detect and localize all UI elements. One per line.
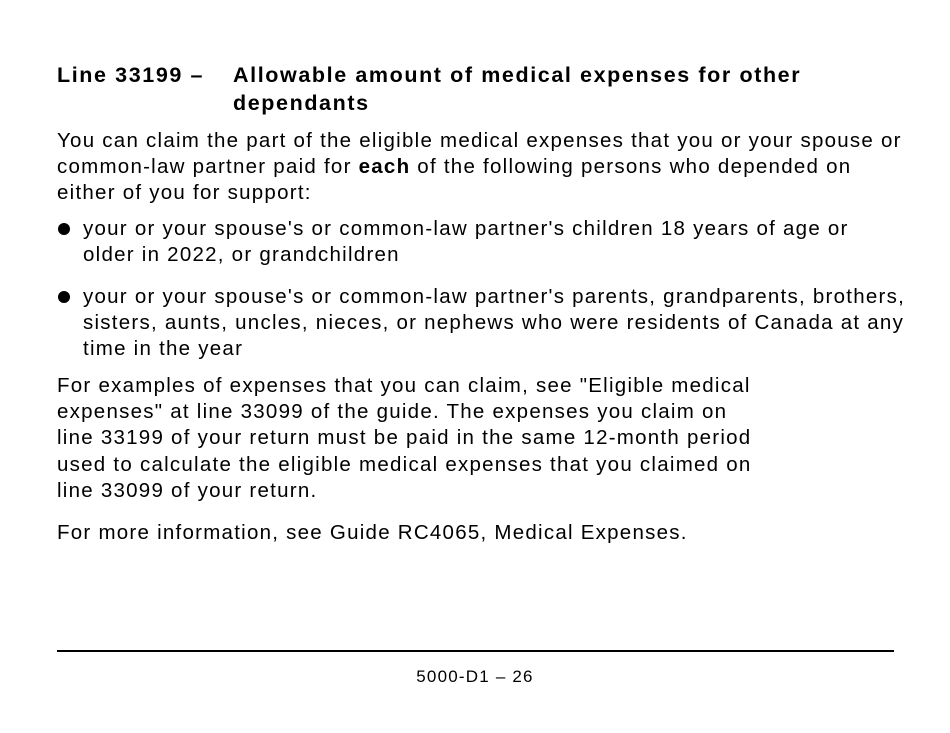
- examples-paragraph: [57, 373, 907, 504]
- examples-line-2: expenses" at line 33099 of the guide. The expenses you claim on: [57, 400, 728, 424]
- bullet-list-children: [57, 216, 907, 268]
- examples-line-1: For examples of expenses that you can claim, see "Eligible medical: [57, 374, 751, 397]
- footer-divider: [57, 650, 894, 652]
- section-heading: [57, 61, 907, 117]
- intro-text-start: You can claim the part of the eligible medical expenses that you or your spouse or common-law partner paid for: [57, 129, 902, 179]
- intro-text-end: of the following persons who depended on either of you for support:: [57, 155, 852, 205]
- more-info-paragraph: For more information, see Guide RC4065, Medical Expenses.: [57, 521, 688, 544]
- bullet-list-relatives: [57, 284, 907, 363]
- list-item: [57, 216, 907, 268]
- examples-line-3: line 33199 of your return must be paid in the same 12-month period: [57, 426, 752, 450]
- examples-line-4: used to calculate the eligible medical expenses that you claimed on: [57, 452, 752, 476]
- bullet-text: your or your spouse's or common-law partner's parents, grandparents, brothers, sisters, aunts, uncles, nieces, or nephews who were residents of Canada at any time in the year: [83, 285, 906, 361]
- intro-paragraph: [57, 128, 907, 207]
- page-footer: 5000-D1 – 26: [416, 667, 534, 686]
- bullet-icon: [58, 223, 70, 235]
- heading-line-number: Line 33199 –: [57, 63, 205, 87]
- heading-title: Allowable amount of medical expenses for other dependants: [233, 63, 802, 115]
- bullet-text: your or your spouse's or common-law partner's children 18 years of age or older in 2022, or grandchildren: [83, 217, 849, 267]
- intro-bold-word: each: [358, 155, 411, 179]
- bullet-icon: [58, 291, 70, 303]
- examples-line-5: line 33099 of your return.: [57, 478, 318, 502]
- list-item: [57, 284, 907, 363]
